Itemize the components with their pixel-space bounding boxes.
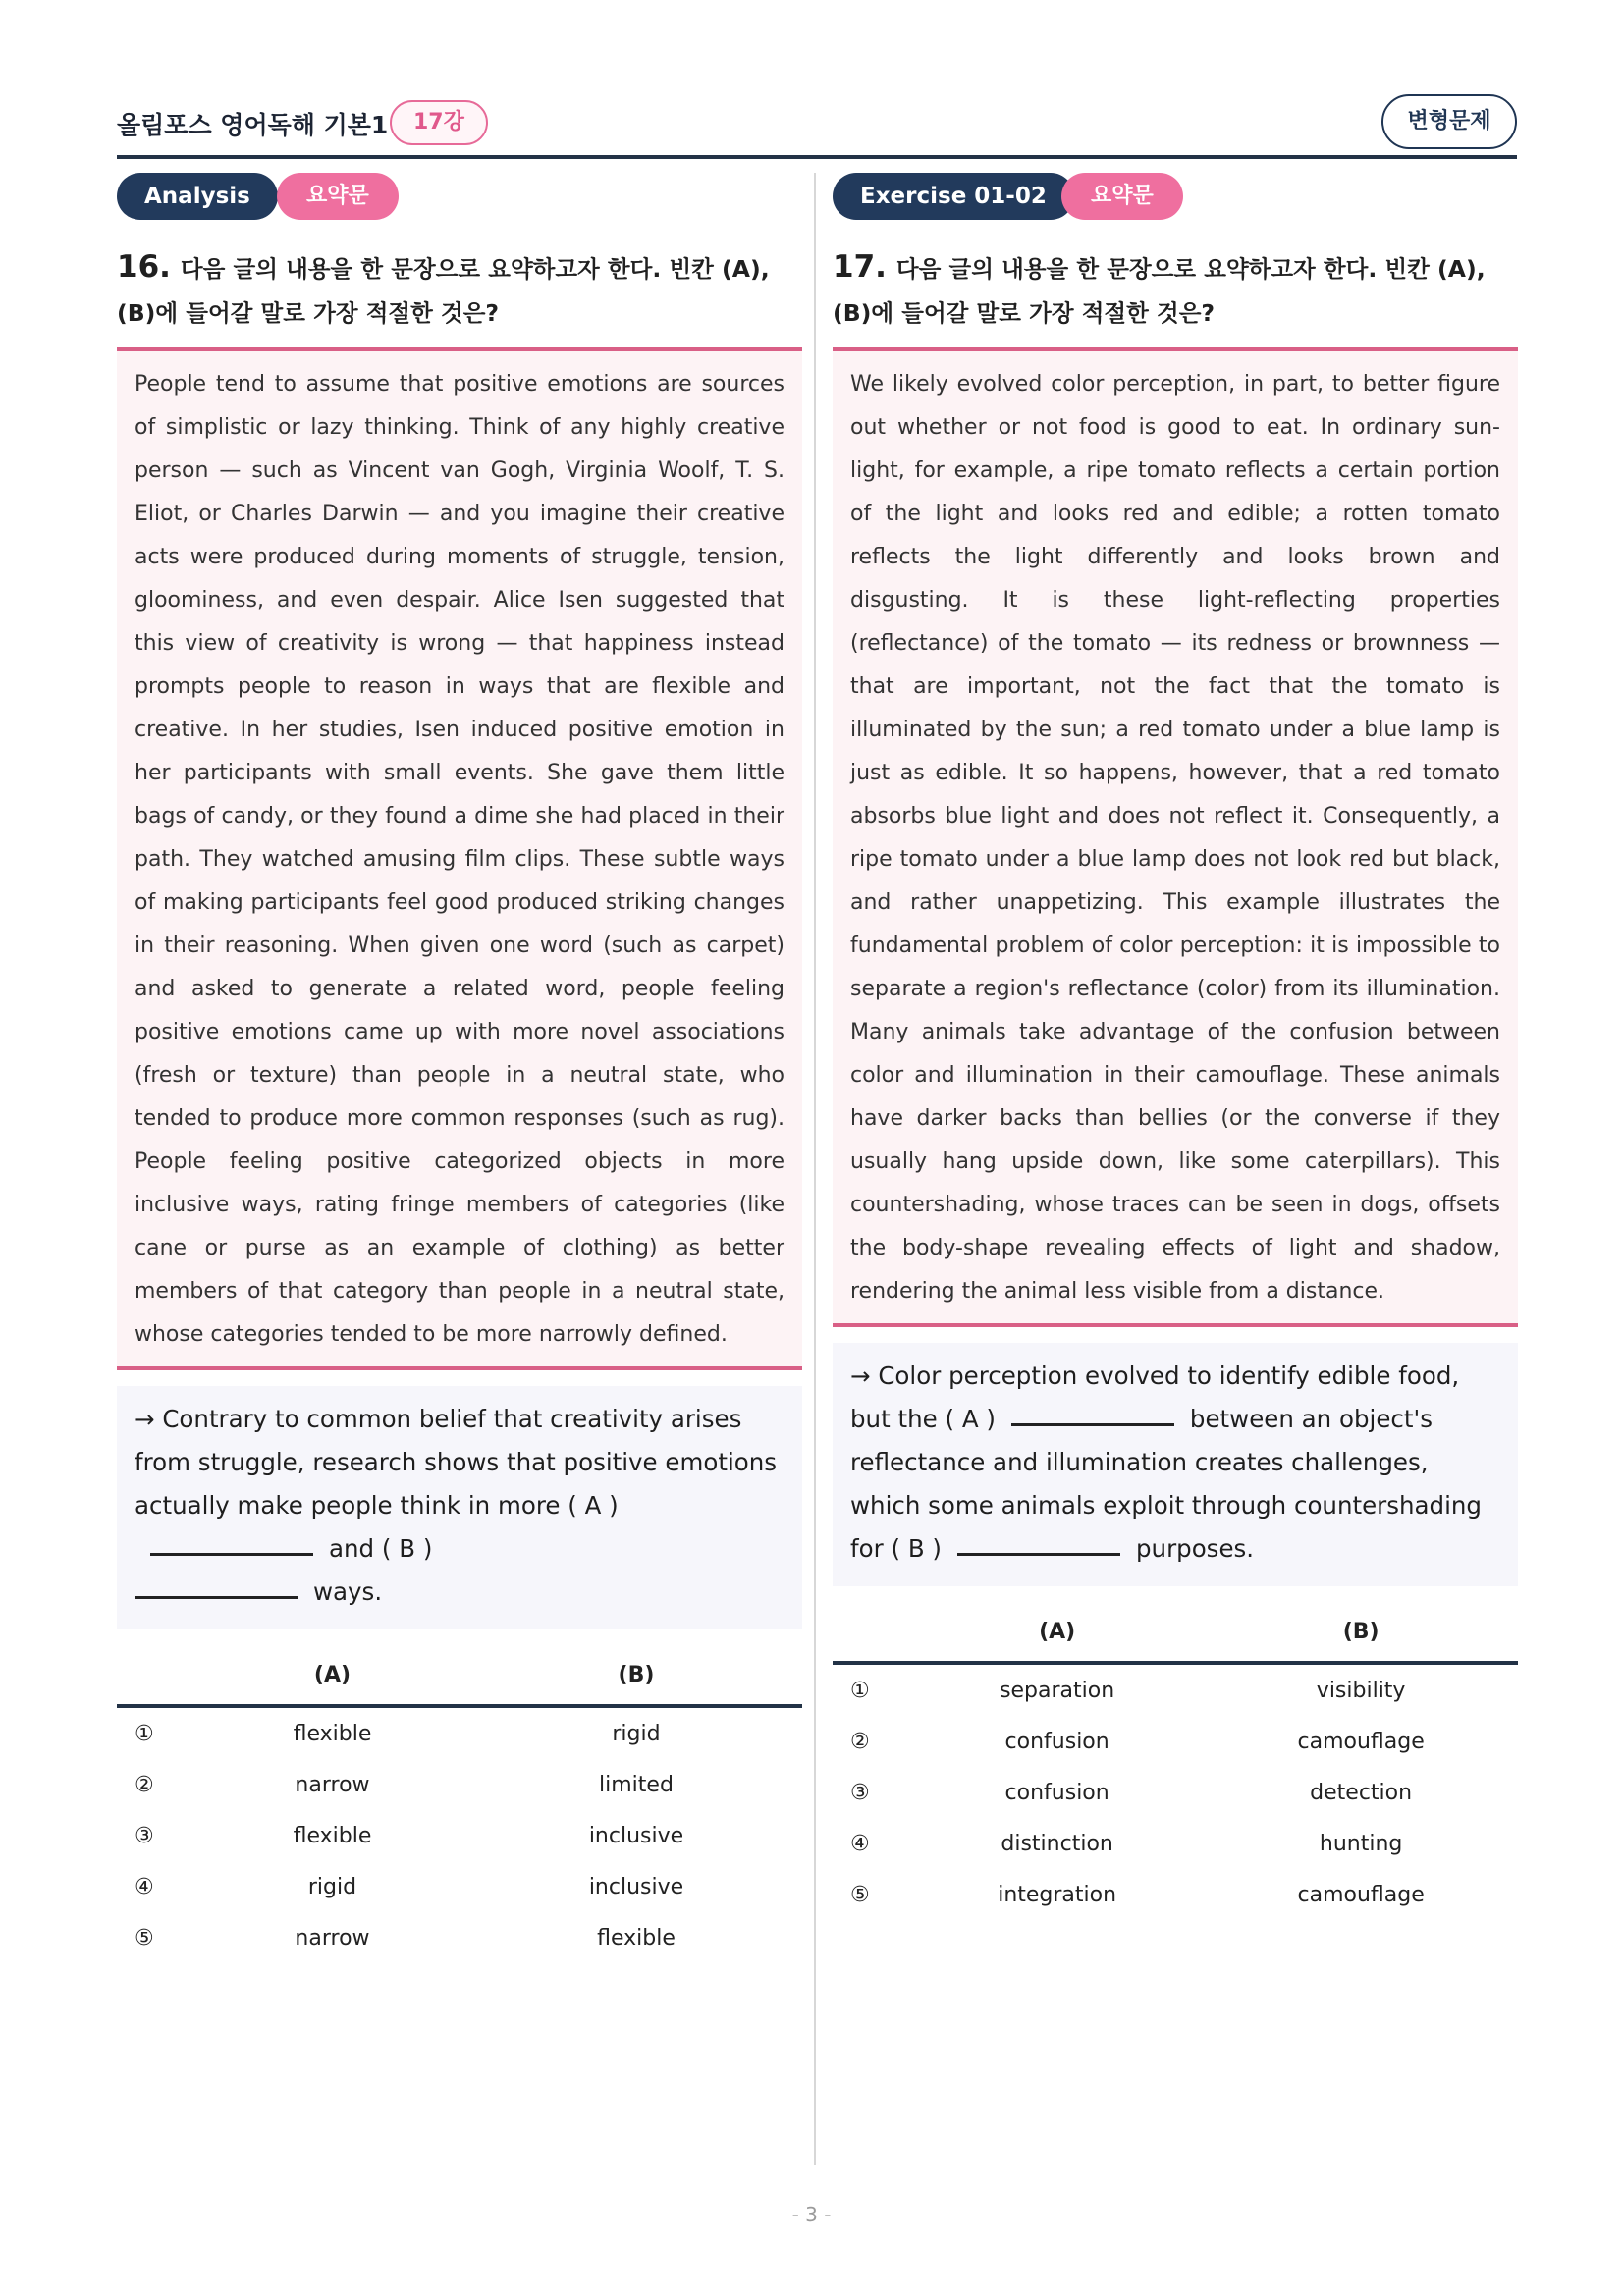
choice-number: ③ — [135, 1823, 154, 1848]
column-header-a: (A) — [910, 1602, 1204, 1663]
column-divider — [814, 173, 816, 2165]
summary-sentence — [833, 1343, 1518, 1586]
choice-a: confusion — [1004, 1780, 1109, 1805]
reading-passage: We likely evolved color perception, in part, to better figure out whether or not food is good to eat. In ordinary sun-light, for example, a ripe tomato reflects a certain portion of the light and looks red and edible; a rotten tomato reflects the light differently and looks brown and disgusting. It is these light-reflecting properties (reflectance) of the tomato — its redness or brownness — that are important, not the fact that the tomato is illuminated by the sun; a red tomato under a blue lamp is just as edible. It so happens, however, that a red tomato absorbs blue light and does not reflect it. Consequently, a ripe tomato under a blue lamp does not look red but black, and rather unappetizing. This example illustrates the fundamental problem of color perception: it is impossible to separate a region's reflectance (color) from its illumination. Many animals take advantage of the confusion between color and illumination in their camouflage. These animals have darker backs than bellies (or the converse if they usually hang upside down, like some caterpillars). This countershading, whose traces can be seen in dogs, offsets the body-shape revealing effects of light and shadow, rendering the animal less visible from a distance. — [833, 351, 1518, 1323]
summary-part-2: and ( B ) — [329, 1534, 433, 1563]
choice-b: camouflage — [1297, 1882, 1425, 1907]
choice-a: flexible — [293, 1823, 372, 1848]
blank-b — [957, 1553, 1120, 1556]
choice-number: ② — [850, 1729, 870, 1754]
choice-row[interactable] — [833, 1869, 1518, 1920]
question-type-tag: 요약문 — [1061, 173, 1183, 220]
choice-number: ④ — [850, 1831, 870, 1856]
column-header-a: (A) — [194, 1645, 470, 1706]
blank-b — [135, 1596, 298, 1599]
left-column — [117, 173, 802, 1963]
right-column — [833, 173, 1518, 1920]
choice-a: integration — [998, 1882, 1117, 1907]
choice-row[interactable] — [117, 1706, 802, 1759]
question-text: 다음 글의 내용을 한 문장으로 요약하고자 한다. 빈칸 (A), (B)에 들어갈 말로 가장 적절한 것은? — [833, 255, 1486, 327]
summary-part-2: between an object's reflectance and illumination creates challenges, which some animals exploit through countershading for ( B ) — [850, 1405, 1482, 1563]
summary-part-1: → Contrary to common belief that creativity arises from struggle, research shows that positive emotions actually make people think in more ( A ) — [135, 1405, 778, 1520]
textbook-title: 올림포스 영어독해 기본1 — [117, 111, 389, 139]
summary-part-3: ways. — [313, 1577, 383, 1606]
section-tag: Exercise 01-02 — [833, 173, 1074, 220]
choice-a: narrow — [295, 1772, 370, 1797]
choice-a: rigid — [307, 1874, 357, 1899]
reading-passage: People tend to assume that positive emotions are sources of simplistic or lazy thinking. Think of any highly creative person — such as Vincent van Gogh, Virginia Woolf, T. S. Eliot, or Charles Darwin — and you imagine their creative acts were produced during moments of struggle, tension, gloominess, and even despair. Alice Isen suggested that this view of creativity is wrong — that happiness instead prompts people to reason in ways that are flexible and creative. In her studies, Isen induced positive emotion in her participants with small events. She gave them little bags of candy, or they found a dime she had placed in their path. They watched amusing film clips. These subtle ways of making participants feel good produced striking changes in their reasoning. When given one word (such as carpet) and asked to generate a related word, people feeling positive emotions came up with more novel associations (fresh or texture) than people in a neutral state, who tended to produce more common responses (such as rug). People feeling positive categorized objects in more inclusive ways, rating fringe members of categories (like cane or purse as an example of clothing) as better members of that category than people in a neutral state, whose categories tended to be more narrowly defined. — [117, 351, 802, 1366]
choice-a: confusion — [1004, 1729, 1109, 1754]
summary-sentence — [117, 1386, 802, 1629]
answer-choices-table — [117, 1645, 802, 1963]
choice-row[interactable] — [117, 1810, 802, 1861]
question-number: 16. — [117, 249, 171, 285]
passage-bottom-rule — [117, 1366, 802, 1370]
problem-type-badge: 변형문제 — [1381, 94, 1517, 149]
choice-row[interactable] — [833, 1818, 1518, 1869]
choice-number: ⑤ — [850, 1882, 870, 1907]
choice-row[interactable] — [117, 1861, 802, 1912]
page-header — [117, 94, 1517, 161]
choice-b: visibility — [1316, 1678, 1406, 1703]
header-rule — [117, 155, 1517, 159]
question-prompt — [117, 245, 802, 336]
choice-number: ⑤ — [135, 1925, 154, 1950]
choice-b: detection — [1310, 1780, 1413, 1805]
choice-number: ① — [850, 1678, 870, 1703]
question-number: 17. — [833, 249, 887, 285]
choice-a: separation — [1000, 1678, 1115, 1703]
choice-number: ④ — [135, 1874, 154, 1899]
answer-choices-table — [833, 1602, 1518, 1920]
tag-row — [117, 173, 802, 222]
choice-b: rigid — [612, 1721, 661, 1746]
choice-b: inclusive — [588, 1874, 684, 1899]
choice-row[interactable] — [833, 1716, 1518, 1767]
choice-row[interactable] — [117, 1912, 802, 1963]
column-header-b: (B) — [470, 1645, 802, 1706]
choice-row[interactable] — [833, 1767, 1518, 1818]
choice-number: ② — [135, 1772, 154, 1797]
choice-a: distinction — [1001, 1831, 1113, 1856]
choice-row[interactable] — [833, 1663, 1518, 1716]
column-header-b: (B) — [1204, 1602, 1518, 1663]
blank-a — [1011, 1423, 1174, 1426]
question-prompt — [833, 245, 1518, 336]
choice-number: ③ — [850, 1780, 870, 1805]
choice-a: narrow — [295, 1925, 370, 1950]
section-tag: Analysis — [117, 173, 278, 220]
choice-b: camouflage — [1297, 1729, 1425, 1754]
passage-bottom-rule — [833, 1323, 1518, 1327]
page-number: - 3 - — [791, 2203, 832, 2226]
choice-number: ① — [135, 1721, 154, 1746]
question-text: 다음 글의 내용을 한 문장으로 요약하고자 한다. 빈칸 (A), (B)에 들어갈 말로 가장 적절한 것은? — [117, 255, 770, 327]
summary-part-3: purposes. — [1135, 1534, 1255, 1563]
choice-row[interactable] — [117, 1759, 802, 1810]
blank-a — [150, 1553, 313, 1556]
choice-b: limited — [599, 1772, 674, 1797]
summary-part-1: → Color perception evolved to identify edible food, but the ( A ) — [850, 1362, 1460, 1433]
choice-a: flexible — [293, 1721, 372, 1746]
question-type-tag: 요약문 — [277, 173, 399, 220]
choice-b: flexible — [597, 1925, 676, 1950]
choice-b: hunting — [1319, 1831, 1403, 1856]
choice-b: inclusive — [588, 1823, 684, 1848]
lesson-badge: 17강 — [390, 100, 488, 145]
tag-row — [833, 173, 1518, 222]
